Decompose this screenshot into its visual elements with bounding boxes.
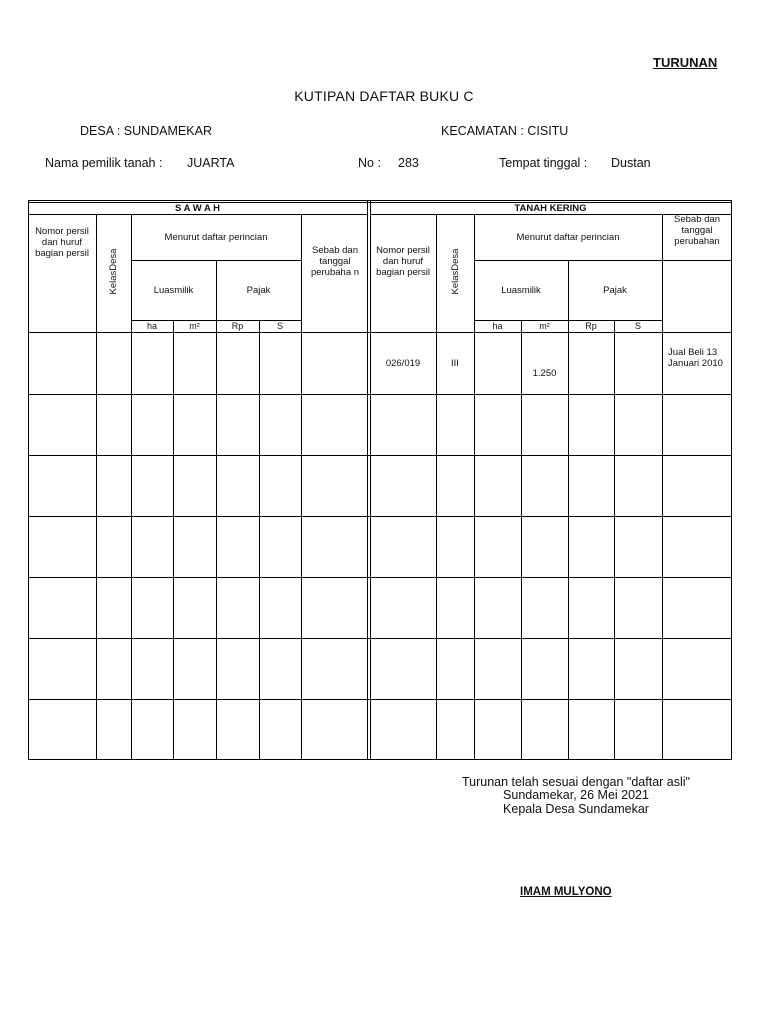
tk-nomor-header: Nomor persil dan huruf bagian persil	[376, 245, 430, 278]
kecamatan-label: KECAMATAN : CISITU	[441, 124, 569, 138]
sawah-pajak-header: Pajak	[246, 285, 271, 296]
tanah-kering-section-title: TANAH KERING	[514, 203, 587, 214]
document-label: TURUNAN	[653, 55, 718, 70]
tk-sebab-header: Sebab dan tanggal perubahan	[674, 214, 720, 247]
tk-kelas-header: KelasDesa	[450, 248, 461, 295]
tk-unit-s: S	[634, 321, 641, 331]
number-label: No :	[358, 156, 381, 170]
tk-row-kelas: III	[451, 358, 459, 369]
tk-unit-rp: Rp	[585, 321, 597, 331]
footer-date: Sundamekar, 26 Mei 2021	[503, 788, 649, 802]
tk-row-sebab: Jual Beli 13 Januari 2010	[668, 347, 723, 369]
sawah-section-title: S A W A H	[174, 203, 221, 214]
sawah-unit-rp: Rp	[231, 321, 244, 331]
tk-menurut-header: Menurut daftar perincian	[516, 232, 620, 243]
owner-value: JUARTA	[187, 156, 235, 170]
tk-row-nomor: 026/019	[385, 358, 421, 369]
sawah-unit-ha: ha	[146, 321, 157, 331]
tk-row-m2: 1.250	[532, 368, 557, 379]
desa-label: DESA : SUNDAMEKAR	[80, 124, 212, 138]
number-value: 283	[398, 156, 419, 170]
sawah-luas-header: Luasmilik	[153, 285, 194, 296]
page-title: KUTIPAN DAFTAR BUKU C	[294, 88, 474, 104]
footer-position: Kepala Desa Sundamekar	[503, 802, 649, 816]
residence-value: Dustan	[611, 156, 651, 170]
sawah-unit-m2: m²	[189, 321, 200, 331]
tk-pajak-header: Pajak	[603, 285, 627, 296]
sawah-kelas-header: KelasDesa	[108, 248, 119, 295]
owner-label: Nama pemilik tanah :	[45, 156, 163, 170]
tk-luas-header: Luasmilik	[501, 285, 541, 296]
signatory-name: IMAM MULYONO	[520, 886, 612, 898]
footer-statement: Turunan telah sesuai dengan "daftar asli"	[461, 775, 690, 789]
tk-unit-m2: m²	[539, 321, 550, 331]
sawah-unit-s: S	[276, 321, 283, 331]
sawah-sebab-header: Sebab dan tanggal perubaha n	[310, 245, 360, 278]
residence-label: Tempat tinggal :	[499, 156, 588, 170]
sawah-menurut-header: Menurut daftar perincian	[164, 232, 268, 243]
sawah-nomor-header: Nomor persil dan huruf bagian persil	[35, 226, 89, 259]
tk-unit-ha: ha	[492, 321, 503, 331]
